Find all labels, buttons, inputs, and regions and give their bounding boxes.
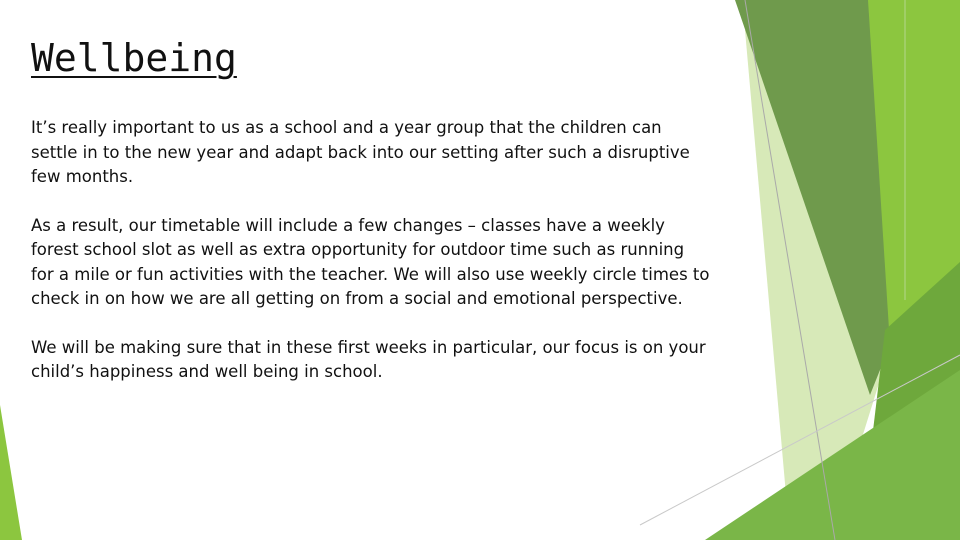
paragraph-intro: It’s really important to us as a school and a year group that the children can settle in to the new year and adapt back into our setting after such a disruptive few months. xyxy=(31,118,690,186)
paragraph-focus: We will be making sure that in these first weeks in particular, our focus is on your child’s happiness and well being in school. xyxy=(31,337,706,381)
left-edge-sliver xyxy=(0,405,22,540)
slide-title: Wellbeing xyxy=(31,36,237,80)
body-text xyxy=(31,116,711,409)
paragraph-timetable: As a result, our timetable will include a few changes – classes have a weekly forest school slot as well as extra opportunity for outdoor time such as running for a mile or fun activities with the teacher. We will also use weekly circle times to check in on how we are all getting on from a social and emotional perspective. xyxy=(31,215,710,308)
